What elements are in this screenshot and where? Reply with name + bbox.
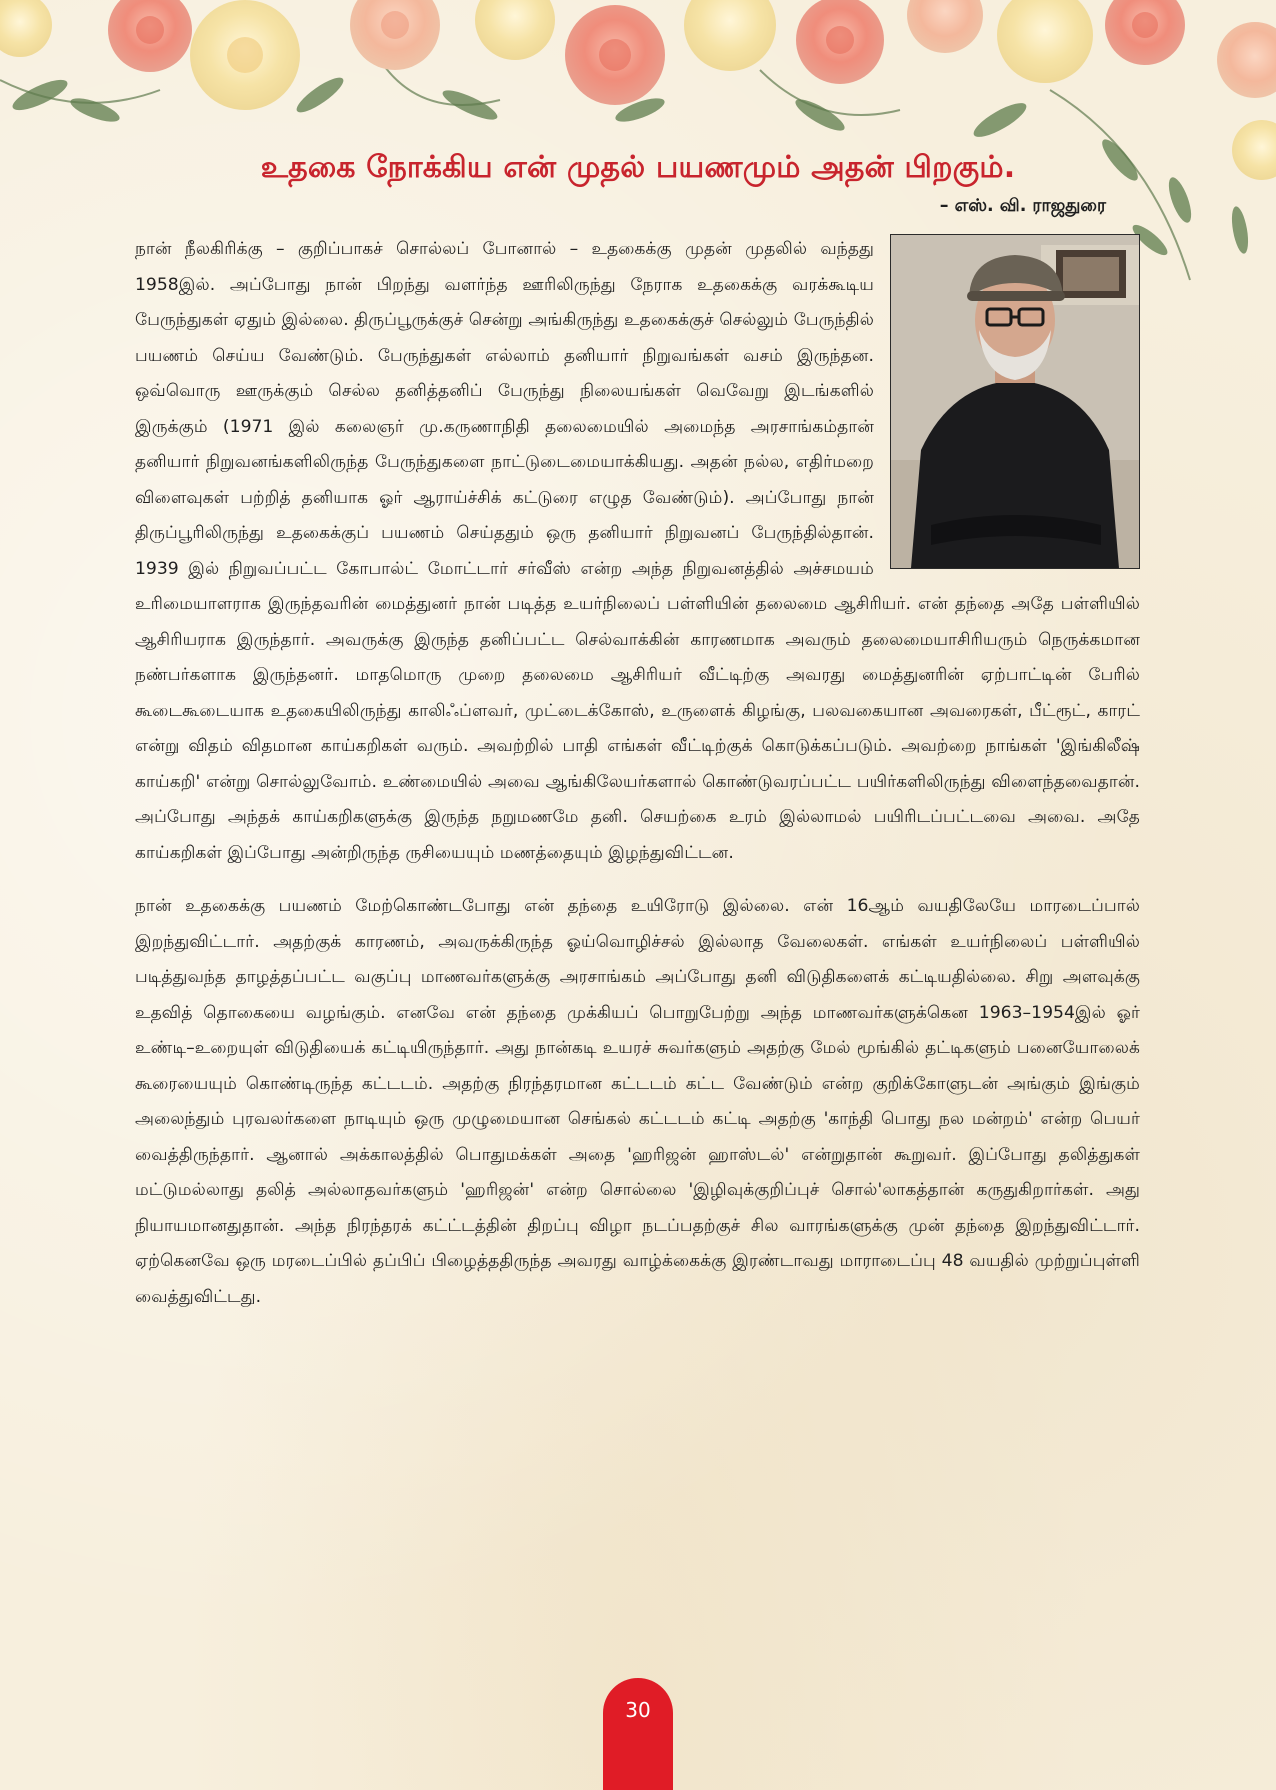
author-photo — [890, 234, 1140, 569]
article-paragraph: நான் உதகைக்கு பயணம் மேற்கொண்டபோது என் தந்தை உயிரோடு இல்லை. என் 16ஆம் வயதிலேயே மாரடைப்பால் இறந்துவிட்டார். அதற்குக் காரணம், அவருக்கிருந்த ஓய்வொழிச்சல் இல்லாத வேலைகள். எங்கள் உயர்நிலைப் பள்ளியில் படித்துவந்த தாழத்தப்பட்ட வகுப்பு மாணவர்களுக்கு அரசாங்கம் அப்போது தனி விடுதிகளைக் கட்டியதில்லை. சிறு அளவுக்கு உதவித் தொகையை வழங்கும். எனவே என் தந்தை முக்கியப் பொறுபேற்று அந்த மாணவர்களுக்கென 1963–1954இல் ஓர் உண்டி–உறையுள் விடுதியைக் கட்டியிருந்தார். அது நான்கடி உயரச் சுவர்களும் அதற்கு மேல் மூங்கில் தட்டிகளும் பனையோலைக் கூரையையும் கொண்டிருந்த கட்டடம். அதற்கு நிரந்தரமான கட்டடம் கட்ட வேண்டும் என்ற குறிக்கோளுடன் அங்கும் இங்கும் அலைந்தும் புரவலர்களை நாடியும் ஒரு முழுமையான செங்கல் கட்டடம் கட்டி அதற்கு 'காந்தி பொது நல மன்றம்' என்ற பெயர் வைத்திருந்தார். ஆனால் அக்காலத்தில் பொதுமக்கள் அதை 'ஹரிஜன் ஹாஸ்டல்' என்றுதான் கூறுவர். இப்போது தலித்துகள் மட்டுமல்லாது தலித் அல்லாதவர்களும் 'ஹரிஜன்' என்ற சொல்லை 'இழிவுக்குறிப்புச் சொல்'லாகத்தான் கருதுகிறார்கள். அது நியாயமானதுதான். அந்த நிரந்தரக் கட்ட்டத்தின் திறப்பு விழா நடப்பதற்குச் சில வாரங்களுக்கு முன் தந்தை இறந்துவிட்டார். ஏற்கெனவே ஒரு மரடைப்பில் தப்பிப் பிழைத்ததிருந்த அவரது வாழ்க்கைக்கு இரண்டாவது மாராடைப்பு 48 வயதில் முற்றுப்புள்ளி வைத்துவிட்டது. — [135, 896, 1140, 1307]
author-byline: – எஸ். வி. ராஜதுரை — [939, 196, 1106, 216]
article-body — [135, 232, 1140, 1315]
page-number: 30 — [625, 1698, 651, 1722]
person-icon — [891, 235, 1139, 568]
page-number-tab — [603, 1678, 673, 1790]
article-paragraph: நான் நீலகிரிக்கு – குறிப்பாகச் சொல்லப் போனால் – உதகைக்கு முதன் முதலில் வந்தது 1958இல். அப்போது நான் பிறந்து வளர்ந்த ஊரிலிருந்து நேராக உதகைக்கு வரக்கூடிய பேருந்துகள் ஏதும் இல்லை. திருப்பூருக்குச் சென்று அங்கிருந்து உதகைக்குச் செல்லும் பேருந்தில் பயணம் செய்ய வேண்டும். பேருந்துகள் எல்லாம் தனியார் நிறுவங்கள் வசம் இருந்தன. ஒவ்வொரு ஊருக்கும் செல்ல தனித்தனிப் பேருந்து நிலையங்கள் வெவேறு இடங்களில் இருக்கும் (1971 இல் கலைஞர் மு.கருணாநிதி தலைமையில் அமைந்த அரசாங்கம்தான் தனியார் நிறுவனங்களிலிருந்த பேருந்துகளை நாட்டுடைமையாக்கியது. அதன் நல்ல, எதிர்மறை விளைவுகள் பற்றித் தனியாக ஓர் ஆராய்ச்சிக் கட்டுரை எழுத வேண்டும்). அப்போது நான் திருப்பூரிலிருந்து உதகைக்குப் பயணம் செய்ததும் ஒரு தனியார் நிறுவனப் பேருந்தில்தான். 1939 இல் நிறுவப்பட்ட கோபால்ட் மோட்டார் சர்வீஸ் என்ற அந்த நிறுவனத்தில் அச்சமயம் உரிமையாளராக இருந்தவரின் மைத்துனர் நான் படித்த உயர்நிலைப் பள்ளியின் தலைமை ஆசிரியர். என் தந்தை அதே பள்ளியில் ஆசிரியராக இருந்தார். அவருக்கு இருந்த தனிப்பட்ட செல்வாக்கின் காரணமாக அவரும் தலைமையாசிரியரும் நெருக்கமான நண்பர்களாக இருந்தனர். மாதமொரு முறை தலைமை ஆசிரியர் வீட்டிற்கு அவரது மைத்துனரின் ஏற்பாட்டின் பேரில் கூடைகூடையாக உதகையிலிருந்து காலிஃப்ளவர், முட்டைக்கோஸ், உருளைக் கிழங்கு, பலவகையான அவரைகள், பீட்ரூட், காரட் என்று விதம் விதமான காய்கறிகள் வரும். அவற்றில் பாதி எங்கள் வீட்டிற்குக் கொடுக்கப்படும். அவற்றை நாங்கள் 'இங்கிலீஷ் காய்கறி' என்று சொல்லுவோம். உண்மையில் அவை ஆங்கிலேயர்களால் கொண்டுவரப்பட்ட பயிர்களிலிருந்து விளைந்தவைதான். அப்போது அந்தக் காய்கறிகளுக்கு இருந்த நறுமணமே தனி. செயற்கை உரம் இல்லாமல் பயிரிடப்பட்டவை அவை. அதே காய்கறிகள் இப்போது அன்றிருந்த ருசியையும் மணத்தையும் இழந்துவிட்டன. — [135, 239, 1140, 863]
page-title: உதகை நோக்கிய என் முதல் பயணமும் அதன் பிறகும். — [260, 150, 1016, 185]
